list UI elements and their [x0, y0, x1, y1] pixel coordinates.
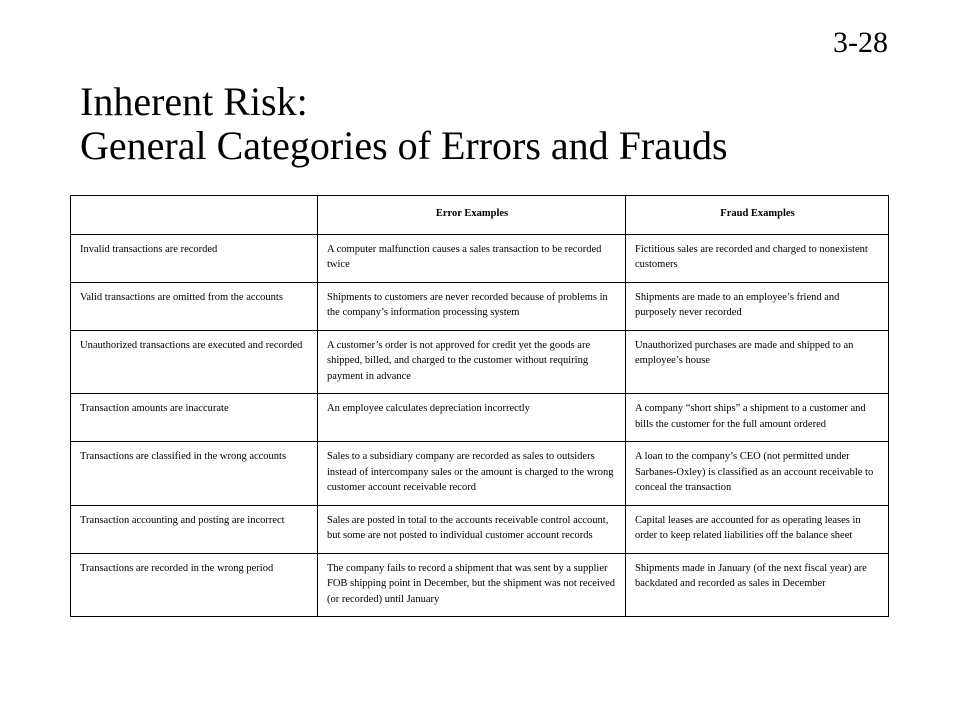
table-row	[71, 505, 889, 553]
error-example-cell: Shipments to customers are never recorded because of problems in the company’s information processing system	[318, 282, 626, 330]
fraud-example-cell: A company “short ships” a shipment to a customer and bills the customer for the full amount ordered	[626, 394, 889, 442]
slide-title	[80, 80, 728, 168]
table-row	[71, 330, 889, 394]
table-row	[71, 282, 889, 330]
error-example-cell: Sales to a subsidiary company are recorded as sales to outsiders instead of intercompany sales or the amount is charged to the wrong customer account receivable record	[318, 442, 626, 506]
category-cell: Transaction accounting and posting are incorrect	[71, 505, 318, 553]
table-row	[71, 394, 889, 442]
category-cell: Transactions are classified in the wrong accounts	[71, 442, 318, 506]
category-cell: Transaction amounts are inaccurate	[71, 394, 318, 442]
error-example-cell: Sales are posted in total to the accounts receivable control account, but some are not posted to individual customer account records	[318, 505, 626, 553]
category-cell: Invalid transactions are recorded	[71, 234, 318, 282]
table-row	[71, 234, 889, 282]
fraud-example-cell: Shipments made in January (of the next fiscal year) are backdated and recorded as sales in December	[626, 553, 889, 617]
fraud-example-cell: Shipments are made to an employee’s friend and purposely never recorded	[626, 282, 889, 330]
table-row	[71, 553, 889, 617]
error-example-cell: A customer’s order is not approved for credit yet the goods are shipped, billed, and charged to the customer without requiring payment in advance	[318, 330, 626, 394]
fraud-example-cell: Fictitious sales are recorded and charged to nonexistent customers	[626, 234, 889, 282]
fraud-examples-header: Fraud Examples	[626, 196, 889, 235]
error-examples-header: Error Examples	[318, 196, 626, 235]
error-example-cell: A computer malfunction causes a sales transaction to be recorded twice	[318, 234, 626, 282]
category-cell: Unauthorized transactions are executed and recorded	[71, 330, 318, 394]
slide-title-line-1: Inherent Risk:	[80, 79, 308, 124]
fraud-example-cell: A loan to the company’s CEO (not permitted under Sarbanes-Oxley) is classified as an account receivable to conceal the transaction	[626, 442, 889, 506]
slide-number: 3-28	[833, 26, 888, 59]
slide-title-line-2: General Categories of Errors and Frauds	[80, 123, 728, 168]
category-cell: Transactions are recorded in the wrong period	[71, 553, 318, 617]
fraud-example-cell: Capital leases are accounted for as operating leases in order to keep related liabilities off the balance sheet	[626, 505, 889, 553]
errors-frauds-table	[70, 195, 889, 617]
error-example-cell: The company fails to record a shipment that was sent by a supplier FOB shipping point in December, but the shipment was not received (or recorded) until January	[318, 553, 626, 617]
category-cell: Valid transactions are omitted from the accounts	[71, 282, 318, 330]
table-header-row	[71, 196, 889, 235]
error-example-cell: An employee calculates depreciation incorrectly	[318, 394, 626, 442]
table-row	[71, 442, 889, 506]
category-column-header	[71, 196, 318, 235]
fraud-example-cell: Unauthorized purchases are made and shipped to an employee’s house	[626, 330, 889, 394]
